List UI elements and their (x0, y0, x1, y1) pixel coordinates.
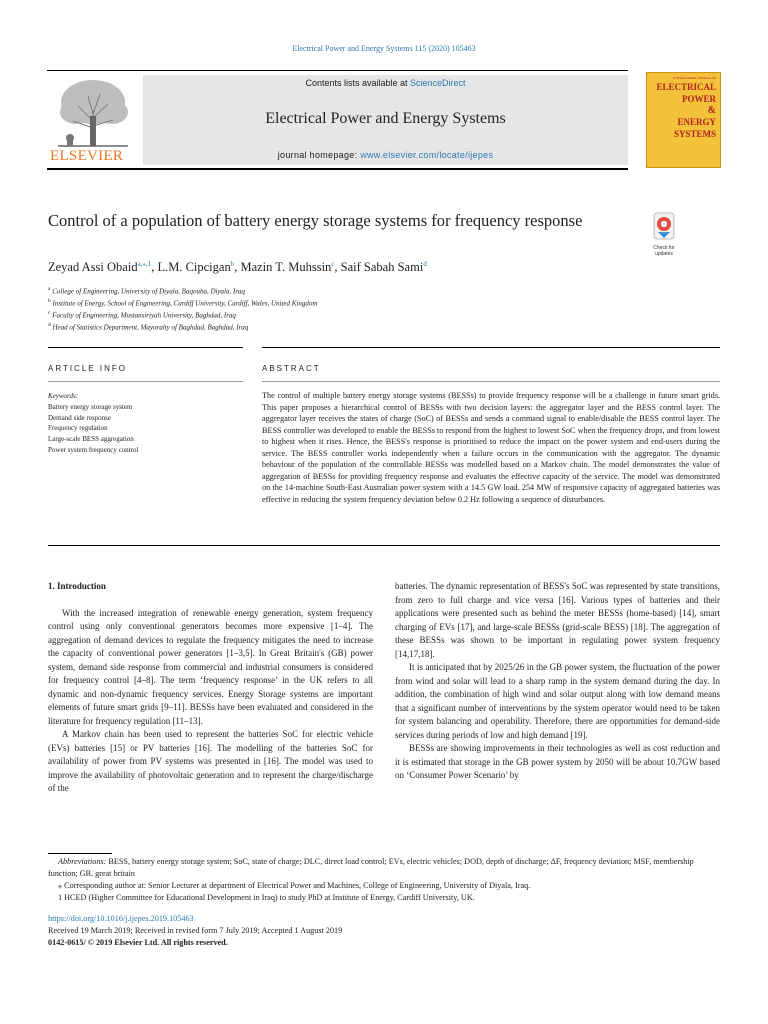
article-info-rule (48, 347, 243, 348)
body-paragraph: batteries. The dynamic representation of BESS's SoC was represented by state transitions, from zero to full charge and vice versa [16]. Various types of batteries and their applications were presented such as behind the meter BESSs (home-based) [14], smart charging of EVs [17], and large-scale BESSs (grid-scale BESS) [18]. The aggregation of these BESSs was shown to be important in regulating power system frequency [14,17,18]. (395, 581, 720, 659)
crossmark-badge[interactable] (644, 212, 684, 257)
keyword-item: Power system frequency control (48, 445, 139, 454)
author-name[interactable]: Mazin T. Muhssin (240, 260, 332, 275)
affiliation (48, 322, 248, 331)
body-column-left (48, 580, 373, 796)
keywords-block (48, 391, 243, 456)
affiliation (48, 298, 317, 307)
author-name[interactable]: L.M. Cipcigan (157, 260, 231, 275)
journal-reference[interactable]: Electrical Power and Energy Systems 115 (2020) 105463 (292, 44, 476, 53)
article-metadata (48, 913, 720, 949)
homepage-prefix: journal homepage: (277, 150, 361, 160)
elsevier-wordmark[interactable]: ELSEVIER (50, 148, 124, 164)
affiliation-sup: a (48, 286, 51, 292)
author-name[interactable]: Saif Sabah Sami (340, 260, 424, 275)
body-column-right (395, 580, 720, 783)
abbreviations-footnote (48, 856, 720, 880)
cover-line-1: INTERNATIONAL JOURNAL OF (673, 76, 716, 80)
keywords-label: Keywords: (48, 392, 79, 400)
footnote-rule (48, 853, 112, 854)
affiliation-text: Head of Statistics Department, Mayoralty of Baghdad, Baghdad, Iraq (52, 323, 249, 332)
body-paragraph: BESSs are showing improvements in their technologies as well as cost reduction and it is estimated that storage in the GB power system by 2050 will be about 10.7GW based on ‘Consumer Power Scenario’ by (395, 743, 720, 780)
affiliation (48, 286, 245, 295)
sciencedirect-link[interactable]: ScienceDirect (410, 78, 466, 88)
abstract-end-rule (48, 545, 720, 546)
header-rule-top (47, 70, 628, 71)
abstract-text: The control of multiple battery energy storage systems (BESSs) to provide frequency response will be a challenge in future smart grids. This paper proposes a hierarchical control of BESSs with two decision layers: the aggregator layer and the BESS control layer. The aggregator layer receives the states of charge (SoC) of BESSs and sends a command signal to enable/disable the BESS control layer. The BESS controller was developed to enable the BESSs to respond from the highest to lowest SoC when the frequency drops, and from lowest to highest when it rises. Hence, the BESS's response is prioritised to reduce the impact on the power system and end-users during the service. The BESS controller works independently when a failure occurs in the communication with the aggregator. The dynamic behaviour of the population of the controllable BESSs was modelled based on a Markov chain. The model demonstrates the value of aggregation of BESSs for providing frequency response and evaluates the effective capacity of the service. The model was demonstrated on the 14-machine South-East Australian power system with a 14.5 GW load. 254 MW of responsive capacity of aggregated batteries was effective in reducing the system frequency deviation below 0.2 Hz following a sequence of disturbances. (262, 391, 720, 504)
body-paragraph: With the increased integration of renewable energy generation, system frequency control using only conventional generators becomes more expensive [1–4]. The aggregation of demand devices to regulate the frequency mitigates the need to increase the capacity of conventional power generators [1–3,5]. In Great Britain's (GB) power system, demand side response from commercial and industrial consumers is considered for frequency control [4–8]. The term ‘frequency response’ in the UK refers to all dynamic and non-dynamic frequency services. Energy Storage systems are important elements of future smart grids [9–11]. BESSs have been evaluated and considered in the literature for frequency regulation [11–13]. (48, 607, 373, 726)
abstract-rule-2 (262, 381, 720, 382)
section-heading: 1. Introduction (48, 581, 106, 591)
header-rule-bottom (47, 168, 628, 170)
body-paragraph: It is anticipated that by 2025/26 in the GB power system, the fluctuation of the power from wind and solar will lead to a sharp ramp in the system demand during the day. In addition, the combination of high wind and solar output along with low demand means that a significant number of interventions by the system operator would need to be taken for system balancing and operability. Therefore, there are opportunities for demand-side services during periods of low and high demand [19]. (395, 662, 720, 740)
author-name[interactable]: Zeyad Assi Obaid (48, 260, 138, 275)
journal-title: Electrical Power and Energy Systems (265, 110, 506, 127)
cover-line-5: ENERGY (677, 117, 716, 127)
affiliation-sup: c (48, 310, 51, 316)
article-info-heading: ARTICLE INFO (48, 364, 127, 373)
keyword-item: Large-scale BESS aggregation (48, 435, 134, 444)
keyword-item: Battery energy storage system (48, 402, 133, 411)
cover-line-6: SYSTEMS (673, 129, 716, 139)
copyright-line: 0142-0615/ © 2019 Elsevier Ltd. All rights reserved. (48, 938, 228, 947)
affiliation-sup: d (48, 322, 51, 328)
author-sup[interactable]: a,⁎,1 (137, 260, 152, 268)
affiliation (48, 310, 236, 319)
footnote-1: 1 HCED (Higher Committee for Educational Development in Iraq) to study PhD at Institute of Energy, Cardiff University, UK. (58, 893, 475, 902)
keyword-item: Demand side response (48, 413, 111, 422)
abbreviations-label: Abbreviations: (58, 857, 107, 866)
body-paragraph: A Markov chain has been used to represent the batteries SoC for electric vehicle (EVs) batteries [15] or PV batteries [16]. The modelling of the batteries SoC for availability of power from PV systems was presented in [16]. The model was used to improve the availability of photovoltaic generation and to represent the charge/discharge of the (48, 729, 373, 793)
cover-line-2: ELECTRICAL (656, 82, 716, 92)
footnotes (48, 856, 720, 904)
affiliation-text: Institute of Energy, School of Engineering, Cardiff University, Cardiff, Wales, United Kingdom (52, 299, 318, 308)
cover-line-4: & (707, 105, 716, 116)
cover-line-3: POWER (681, 94, 716, 104)
homepage-link[interactable]: www.elsevier.com/locate/ijepes (360, 150, 494, 160)
article-title: Control of a population of battery energy storage systems for frequency response (48, 211, 583, 230)
article-info-rule-2 (48, 381, 243, 382)
corresponding-author-note: ⁎ Corresponding author at: Senior Lecturer at department of Electrical Power and Machines, College of Engineering, University of Diyala, Iraq. (58, 881, 531, 890)
doi-link[interactable]: https://doi.org/10.1016/j.ijepes.2019.105463 (48, 914, 194, 923)
abbreviations-text: BESS, battery energy storage system; SoC, state of charge; DLC, direct load control; EVs, electric vehicles; DOD, depth of discharge; ΔF, frequency deviation; MSF, membership function; GB, great britain (48, 857, 694, 878)
crossmark-label: Check for updates (653, 245, 675, 257)
abstract-rule (262, 347, 720, 348)
journal-cover-thumbnail[interactable] (646, 72, 721, 168)
affiliation-sup: b (48, 298, 51, 304)
affiliation-text: College of Engineering, University of Diyala, Baqouba, Diyala, Iraq (52, 287, 246, 296)
crossmark-icon (644, 212, 684, 240)
homepage-line (143, 150, 628, 160)
received-dates: Received 19 March 2019; Received in revised form 7 July 2019; Accepted 1 August 2019 (48, 926, 343, 935)
contents-line (143, 78, 628, 88)
author-sup[interactable]: d (423, 260, 427, 268)
author-sup[interactable]: b (230, 260, 235, 268)
affiliation-text: Faculty of Engineering, Mustansiriyah University, Baghdad, Iraq (52, 311, 236, 320)
keyword-item: Frequency regulation (48, 424, 108, 433)
author-list: Zeyad Assi Obaid$^{a,⁎,1}$, L.M. Cipcigan$^b$, Mazin T. Muhssin$^c$, Saif Sabah Sami$^d$ (48, 260, 427, 275)
abstract-heading: ABSTRACT (262, 364, 321, 373)
contents-prefix: Contents lists available at (305, 78, 411, 88)
author-sup[interactable]: c (331, 260, 335, 268)
